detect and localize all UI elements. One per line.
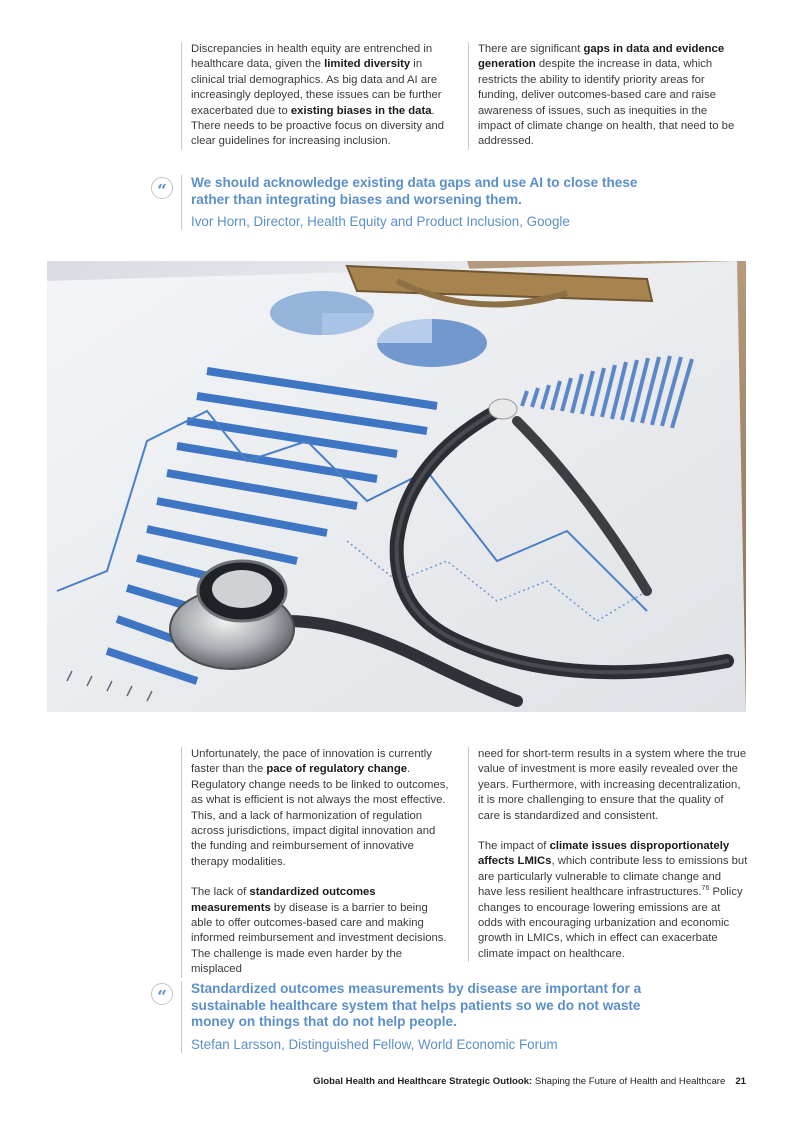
body-column-bottom-right — [468, 747, 748, 962]
quote-text: Standardized outcomes measurements by disease are important for a sustainable healthcare system that helps patients so we do not waste money on things that do not help people. — [191, 981, 642, 1029]
quote-icon: “ — [151, 177, 173, 199]
body-column-top-right — [468, 42, 738, 150]
body-column-top-left — [181, 42, 451, 150]
page-number: 21 — [735, 1076, 746, 1087]
pie-chart-left — [270, 291, 374, 335]
footer-subtitle: Shaping the Future of Health and Healthcare — [532, 1076, 726, 1087]
paragraph: There are significant gaps in data and evidence generation despite the increase in data, which restricts the ability to identify priority areas for funding, deliver outcomes-based care and raise awareness of issues, such as inequities in the impact of climate change on health, that need to be addressed. — [478, 43, 735, 148]
paragraph: Unfortunately, the pace of innovation is currently faster than the pace of regulatory change. Regulatory change needs to be linked to outcomes, as what is efficient is not always the most effective. This, and a lack of harmonization of regulation across jurisdictions, impact digital innovation and the funding and reimbursement of innovative therapy modalities. — [191, 748, 449, 868]
quote-text: We should acknowledge existing data gaps and use AI to close these rather than integrating biases and worsening them. — [191, 175, 638, 207]
pie-chart-right — [377, 319, 487, 367]
pull-quote — [181, 175, 651, 230]
footnote-ref[interactable]: 76 — [701, 885, 710, 893]
paragraph: The impact of climate issues disproportionately affects LMICs, which contribute less to emissions but are particularly vulnerable to climate change and have less resilient healthcare infrastructures.$^{76}$ Policy changes to encourage lowering emissions are at odds with encouraging urbanization and economic growth in LMICs, which in effect can exacerbate climate impact on healthcare. — [478, 840, 748, 960]
body-column-bottom-left — [181, 747, 451, 978]
stethoscope-earpiece — [489, 399, 517, 419]
footer-report-title: Global Health and Healthcare Strategic Outlook: — [313, 1076, 533, 1087]
paragraph: The lack of standardized outcomes measurements by disease is a barrier to being able to offer outcomes-based care and making informed reimbursement and investment decisions. The challenge is made even harder by the misplaced — [191, 886, 447, 976]
quote-icon: “ — [151, 983, 173, 1005]
quote-attribution: Stefan Larsson, Distinguished Fellow, World Economic Forum — [191, 1036, 558, 1052]
pull-quote — [181, 981, 661, 1053]
paragraph: Discrepancies in health equity are entrenched in healthcare data, given the limited diversity in clinical trial demographics. As big data and AI are increasingly deployed, these issues can be further exacerbated due to existing biases in the data. There needs to be proactive focus on diversity and clear guidelines for increasing inclusion. — [191, 43, 445, 148]
paragraph: need for short-term results in a system where the true value of investment is more easily revealed over the years. Furthermore, with increasing decentralization, it is more challenging to ensure that the quality of care is standardized and consistent. — [478, 748, 747, 822]
page-footer — [313, 1076, 746, 1087]
quote-attribution: Ivor Horn, Director, Health Equity and Product Inclusion, Google — [191, 214, 570, 229]
stethoscope-chart-photo — [47, 261, 746, 712]
